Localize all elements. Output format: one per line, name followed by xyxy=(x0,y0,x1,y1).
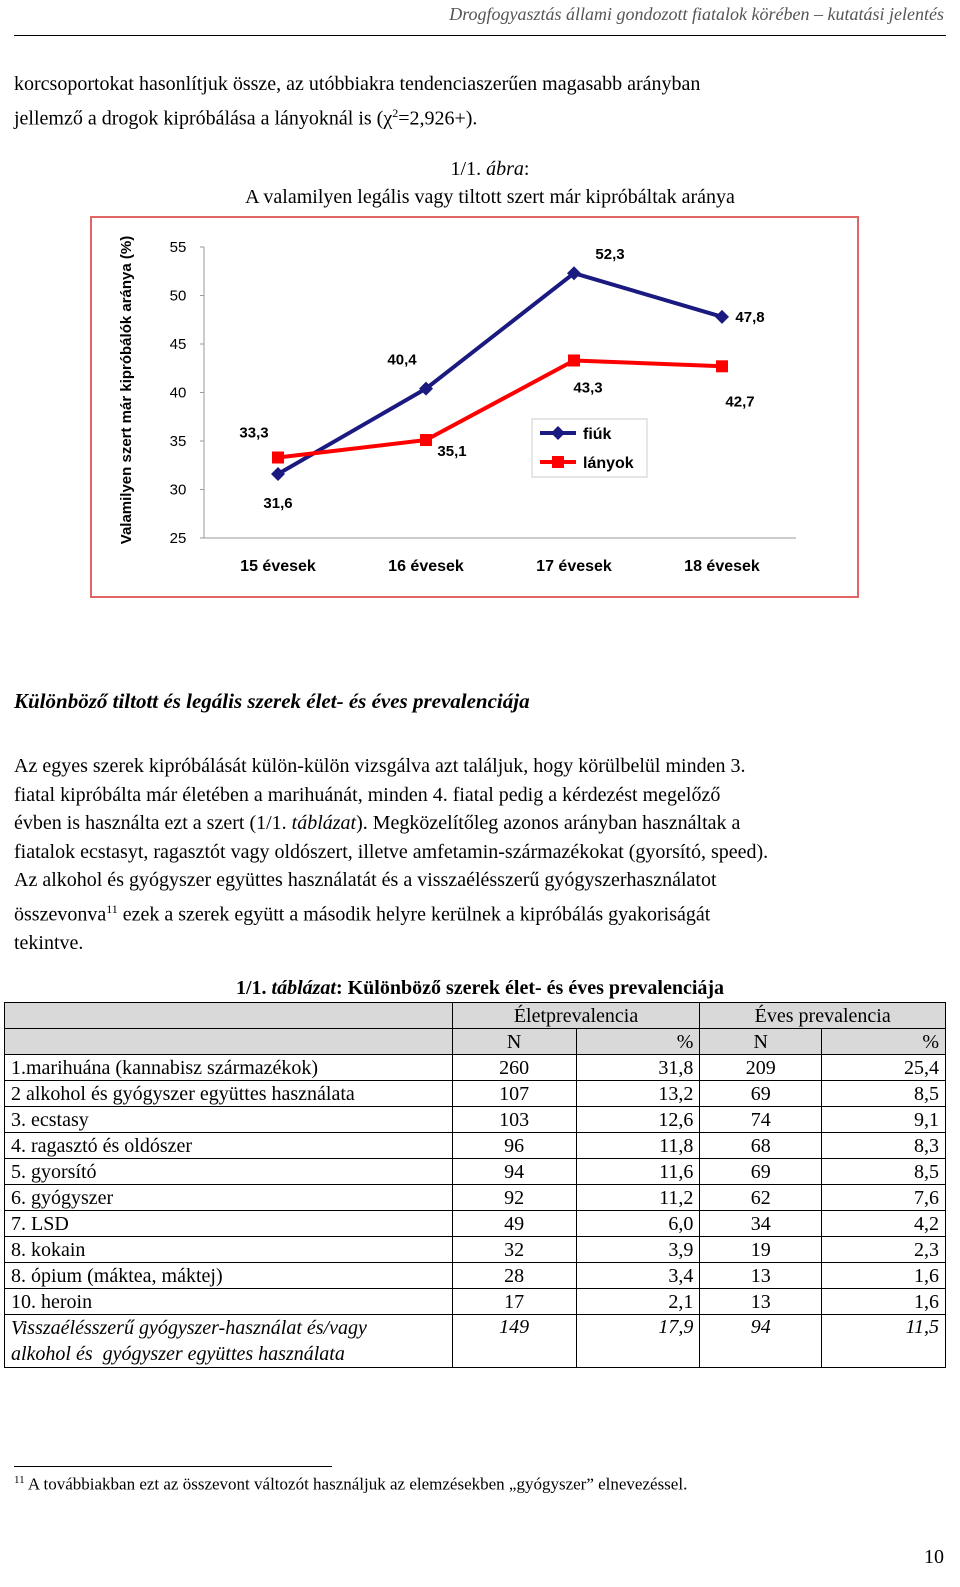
table-cell: 107 xyxy=(452,1081,576,1107)
row-label-line: alkohol és gyógyszer együttes használata xyxy=(11,1343,345,1365)
y-tick-label: 45 xyxy=(169,336,187,353)
row-label: 3. ecstasy xyxy=(5,1107,453,1133)
lifetime-prevalence-header: Életprevalencia xyxy=(452,1003,700,1029)
prevalence-table xyxy=(4,1002,946,1368)
table-cell: 94 xyxy=(452,1159,576,1185)
table-cell: 2,1 xyxy=(576,1289,700,1315)
data-label: 52,3 xyxy=(595,246,625,264)
body-line-5: Az alkohol és gyógyszer együttes használatát és a visszaélésszerű gyógyszerhasználatot xyxy=(14,869,717,891)
table-cell: 11,5 xyxy=(822,1315,946,1368)
row-label: 4. ragasztó és oldószer xyxy=(5,1133,453,1159)
y-tick-label: 30 xyxy=(169,481,187,499)
table-cell: 2,3 xyxy=(822,1237,946,1263)
table-header-row xyxy=(5,1003,946,1029)
legend-label: fiúk xyxy=(583,426,612,443)
row-label: 7. LSD xyxy=(5,1211,453,1237)
row-label: 10. heroin xyxy=(5,1289,453,1315)
data-label: 43,3 xyxy=(573,379,603,397)
figure-title: A valamilyen legális vagy tiltott szert már kipróbáltak aránya xyxy=(245,186,735,208)
table-cell: 12,6 xyxy=(576,1107,700,1133)
data-label: 33,3 xyxy=(239,424,269,442)
table-title: 1/1. táblázat: Különböző szerek élet- és éves prevalenciája xyxy=(235,977,725,999)
table-cell: 11,2 xyxy=(576,1185,700,1211)
data-point-lanyok xyxy=(420,434,432,446)
page-number: 10 xyxy=(924,1546,944,1568)
table-cell: 69 xyxy=(700,1159,822,1185)
table-cell: 8,3 xyxy=(822,1133,946,1159)
table-row xyxy=(5,1211,946,1237)
y-tick-label: 35 xyxy=(169,433,187,450)
y-tick-label: 25 xyxy=(169,530,187,547)
table-corner-cell xyxy=(5,1029,453,1055)
table-cell: 209 xyxy=(700,1055,822,1081)
data-point-lanyok xyxy=(272,451,284,463)
table-cell: 32 xyxy=(452,1237,576,1263)
table-cell: 13,2 xyxy=(576,1081,700,1107)
data-label: 47,8 xyxy=(735,308,765,326)
row-label: 2 alkohol és gyógyszer együttes használata xyxy=(5,1081,453,1107)
running-header: Drogfogyasztás állami gondozott fiatalok körében – kutatási jelentés xyxy=(449,4,944,24)
subheader-cell: N xyxy=(452,1029,576,1055)
y-tick-label: 50 xyxy=(169,287,187,305)
data-point-fiuk xyxy=(715,310,729,324)
row-label: 8. kokain xyxy=(5,1237,453,1263)
table-cell: 8,5 xyxy=(822,1081,946,1107)
table-cell: 96 xyxy=(452,1133,576,1159)
x-tick-label: 18 évesek xyxy=(684,558,760,575)
table-cell: 19 xyxy=(700,1237,822,1263)
legend-label: lányok xyxy=(583,455,634,472)
data-label: 42,7 xyxy=(725,393,755,411)
table-cell: 11,8 xyxy=(576,1133,700,1159)
table-cell: 17 xyxy=(452,1289,576,1315)
table-row-combined xyxy=(5,1315,946,1368)
x-tick-label: 16 évesek xyxy=(388,558,464,575)
table-cell: 260 xyxy=(452,1055,576,1081)
table-cell: 1,6 xyxy=(822,1289,946,1315)
table-cell: 17,9 xyxy=(576,1315,700,1368)
data-label: 31,6 xyxy=(263,494,293,512)
body-line-4: fiatalok ecstasyt, ragasztót vagy oldószert, illetve amfetamin-származékokat (gyorsító, speed). xyxy=(14,840,769,863)
footnote-rule xyxy=(14,1466,332,1467)
table-cell: 8,5 xyxy=(822,1159,946,1185)
row-label-line: Visszaélésszerű gyógyszer-használat és/vagy xyxy=(11,1317,367,1339)
subheader-cell: % xyxy=(576,1029,700,1055)
body-line-7: tekintve. xyxy=(14,931,84,954)
row-label: 1.marihuána (kannabisz származékok) xyxy=(5,1055,453,1081)
table-cell: 49 xyxy=(452,1211,576,1237)
table-corner-cell xyxy=(5,1003,453,1029)
table-row xyxy=(5,1133,946,1159)
data-point-lanyok xyxy=(568,354,580,366)
table-cell: 68 xyxy=(700,1133,822,1159)
series-line-fiuk xyxy=(278,273,722,474)
annual-prevalence-header: Éves prevalencia xyxy=(700,1003,946,1029)
table-cell: 25,4 xyxy=(822,1055,946,1081)
table-cell: 1,6 xyxy=(822,1263,946,1289)
table-subheader-row xyxy=(5,1029,946,1055)
table-cell: 74 xyxy=(700,1107,822,1133)
table-row xyxy=(5,1081,946,1107)
table-cell: 4,2 xyxy=(822,1211,946,1237)
body-line-2: fiatal kipróbálta már életében a marihuánát, minden 4. fiatal pedig a kérdezést megelőző xyxy=(14,783,721,806)
table-cell: 28 xyxy=(452,1263,576,1289)
table-row xyxy=(5,1185,946,1211)
body-line-3: évben is használta ezt a szert (1/1. táblázat). Megközelítőleg azonos arányban használtak a xyxy=(14,812,741,834)
body-line-1: Az egyes szerek kipróbálását külön-külön vizsgálva azt találjuk, hogy körülbelül minden 3. xyxy=(14,755,746,777)
row-label: 8. ópium (máktea, máktej) xyxy=(5,1263,453,1289)
table-row xyxy=(5,1159,946,1185)
table-cell: 3,9 xyxy=(576,1237,700,1263)
table-row xyxy=(5,1055,946,1081)
table-row xyxy=(5,1263,946,1289)
row-label: 5. gyorsító xyxy=(5,1159,453,1185)
table-cell: 7,6 xyxy=(822,1185,946,1211)
table-cell: 3,4 xyxy=(576,1263,700,1289)
legend-marker-lanyok xyxy=(552,456,564,468)
table-row xyxy=(5,1289,946,1315)
table-cell: 13 xyxy=(700,1263,822,1289)
subheader-cell: % xyxy=(822,1029,946,1055)
x-tick-label: 17 évesek xyxy=(536,558,612,575)
body-line-6: összevonva$^{11}$ ezek a szerek együtt a második helyre kerülnek a kipróbálás gyakoriságát xyxy=(14,901,711,926)
table-cell: 62 xyxy=(700,1185,822,1211)
intro-line-2: jellemző a drogok kipróbálása a lányoknál is $(\chi^2=2,926+)$. xyxy=(14,105,478,130)
subheader-cell: N xyxy=(700,1029,822,1055)
chart-y-axis-label: Valamilyen szert már kipróbálók aránya (%) xyxy=(118,235,135,545)
table-cell: 103 xyxy=(452,1107,576,1133)
table-cell: 31,8 xyxy=(576,1055,700,1081)
x-tick-label: 15 évesek xyxy=(240,558,316,575)
series-line-lanyok xyxy=(278,360,722,457)
row-label: 6. gyógyszer xyxy=(5,1185,453,1211)
y-tick-label: 55 xyxy=(169,239,187,256)
body-paragraph xyxy=(14,752,946,957)
line-chart xyxy=(0,0,960,620)
footnote: $^{11}$ A továbbiakban ezt az összevont változót használjuk az elemzésekben „gyógyszer” elnevezéssel. xyxy=(14,1474,688,1494)
table-cell: 13 xyxy=(700,1289,822,1315)
data-label: 35,1 xyxy=(437,443,467,461)
intro-line-1: korcsoportokat hasonlítjuk össze, az utóbbiakra tendenciaszerűen magasabb arányban xyxy=(14,73,701,95)
table-cell: 11,6 xyxy=(576,1159,700,1185)
y-tick-label: 40 xyxy=(169,384,187,402)
table-row xyxy=(5,1237,946,1263)
figure-number: 1/1. ábra: xyxy=(450,158,530,180)
table-cell: 149 xyxy=(452,1315,576,1368)
table-cell: 92 xyxy=(452,1185,576,1211)
data-label: 40,4 xyxy=(387,351,417,369)
row-label xyxy=(5,1315,453,1368)
table-row xyxy=(5,1107,946,1133)
table-cell: 34 xyxy=(700,1211,822,1237)
table-cell: 6,0 xyxy=(576,1211,700,1237)
data-point-lanyok xyxy=(716,360,728,372)
section-title: Különböző tiltott és legális szerek élet- és éves prevalenciája xyxy=(14,689,530,713)
table-cell: 69 xyxy=(700,1081,822,1107)
table-cell: 94 xyxy=(700,1315,822,1368)
table-cell: 9,1 xyxy=(822,1107,946,1133)
